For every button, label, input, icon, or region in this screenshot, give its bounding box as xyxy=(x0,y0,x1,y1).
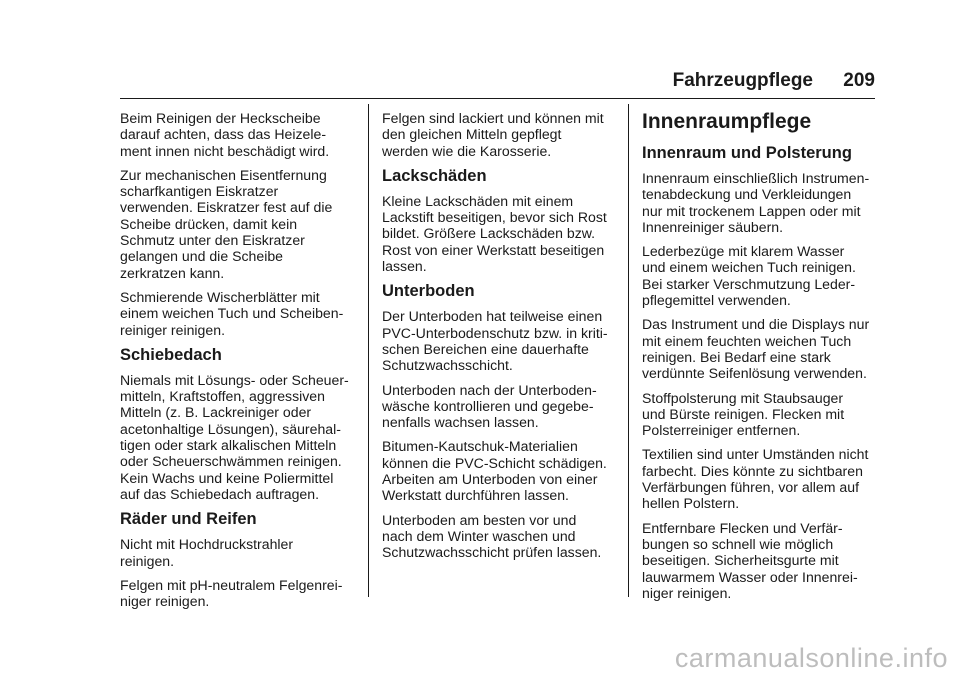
paragraph: Bitumen-Kautschuk-Materialien können die PVC-Schicht schädigen. Arbeiten am Unterboden von einer Werkstatt durchführen lassen. xyxy=(382,438,607,504)
heading-lackschaeden: Lackschäden xyxy=(382,166,487,185)
paragraph: Unterboden am besten vor und nach dem Winter waschen und Schutzwachsschicht prüfen lassen. xyxy=(382,511,602,561)
column-divider xyxy=(628,104,629,597)
paragraph: Innenraum einschließlich Instrumen- tenabdeckung und Verkleidungen nur mit trockenem Lappen oder mit Innenreiniger säubern. xyxy=(642,170,870,235)
header-rule xyxy=(120,98,875,99)
heading-raeder-und-reifen: Räder und Reifen xyxy=(120,510,257,529)
paragraph: Entfernbare Flecken und Verfär- bungen so schnell wie möglich beseitigen. Sicherheitsgurte mit lauwarmem Wasser oder Innenrei- niger reinigen. xyxy=(642,519,858,601)
column-right xyxy=(642,110,882,609)
column-middle xyxy=(382,110,617,569)
paragraph: Nicht mit Hochdruckstrahler reinigen. xyxy=(120,536,294,569)
heading-innenraum-und-polsterung: Innenraum und Polsterung xyxy=(642,144,852,162)
heading-innenraumpflege: Innenraumpflege xyxy=(642,110,812,133)
paragraph: Das Instrument und die Displays nur mit einem feuchten weichen Tuch reinigen. Bei Bedarf eine stark verdünnte Seifenlösung verwenden. xyxy=(642,316,870,382)
page-number: 209 xyxy=(843,70,875,91)
paragraph: Textilien sind unter Umständen nicht farbecht. Dies könnte zu sichtbaren Verfärbungen führen, vor allem auf hellen Polstern. xyxy=(642,446,869,512)
paragraph: Zur mechanischen Eisentfernung scharfkantigen Eiskratzer verwenden. Eiskratzer fest auf die Scheibe drücken, damit kein Schmutz unter den Eiskratzer gelangen und die Scheibe zerkratzen kann. xyxy=(120,166,333,281)
column-divider xyxy=(368,104,369,597)
paragraph: Unterboden nach der Unterboden- wäsche kontrollieren und gegebe- nenfalls wachsen lassen. xyxy=(382,381,597,431)
page-header xyxy=(120,70,875,96)
heading-schiebedach: Schiebedach xyxy=(120,345,222,364)
section-title: Fahrzeugpflege xyxy=(672,70,813,91)
watermark: carmanualsonline.info xyxy=(674,643,948,673)
paragraph: Kleine Lackschäden mit einem Lackstift beseitigen, bevor sich Rost bildet. Größere Lackschäden bzw. Rost von einer Werkstatt beseitigen lassen. xyxy=(382,192,607,275)
paragraph: Stoffpolsterung mit Staubsauger und Bürste reinigen. Flecken mit Polsterreiniger entfernen. xyxy=(642,389,845,439)
paragraph: Niemals mit Lösungs- oder Scheuer- mitteln, Kraftstoffen, aggressiven Mitteln (z. B. Lackreiniger oder acetonhaltige Lösungen), säurehal- tigen oder stark alkalischen Mitteln oder Scheuerschwämmen reinigen. Kein Wachs und keine Poliermittel auf das Schiebedach auftragen. xyxy=(120,371,349,502)
paragraph: Felgen mit pH-neutralem Felgenrei- niger reinigen. xyxy=(120,576,343,610)
paragraph: Lederbezüge mit klarem Wasser und einem weichen Tuch reinigen. Bei starker Verschmutzung Leder- pflegemittel verwenden. xyxy=(642,243,856,309)
column-left xyxy=(120,110,360,617)
paragraph: Der Unterboden hat teilweise einen PVC-Unterbodenschutz bzw. in kriti- schen Bereichen eine dauerhafte Schutzwachsschicht. xyxy=(382,308,608,374)
heading-unterboden: Unterboden xyxy=(382,282,475,301)
paragraph: Felgen sind lackiert und können mit den gleichen Mitteln gepflegt werden wie die Karosserie. xyxy=(382,110,604,159)
paragraph: Schmierende Wischerblätter mit einem weichen Tuch und Scheiben- reiniger reinigen. xyxy=(120,288,344,338)
paragraph: Beim Reinigen der Heckscheibe darauf achten, dass das Heizele- ment innen nicht beschädigt wird. xyxy=(120,110,330,159)
